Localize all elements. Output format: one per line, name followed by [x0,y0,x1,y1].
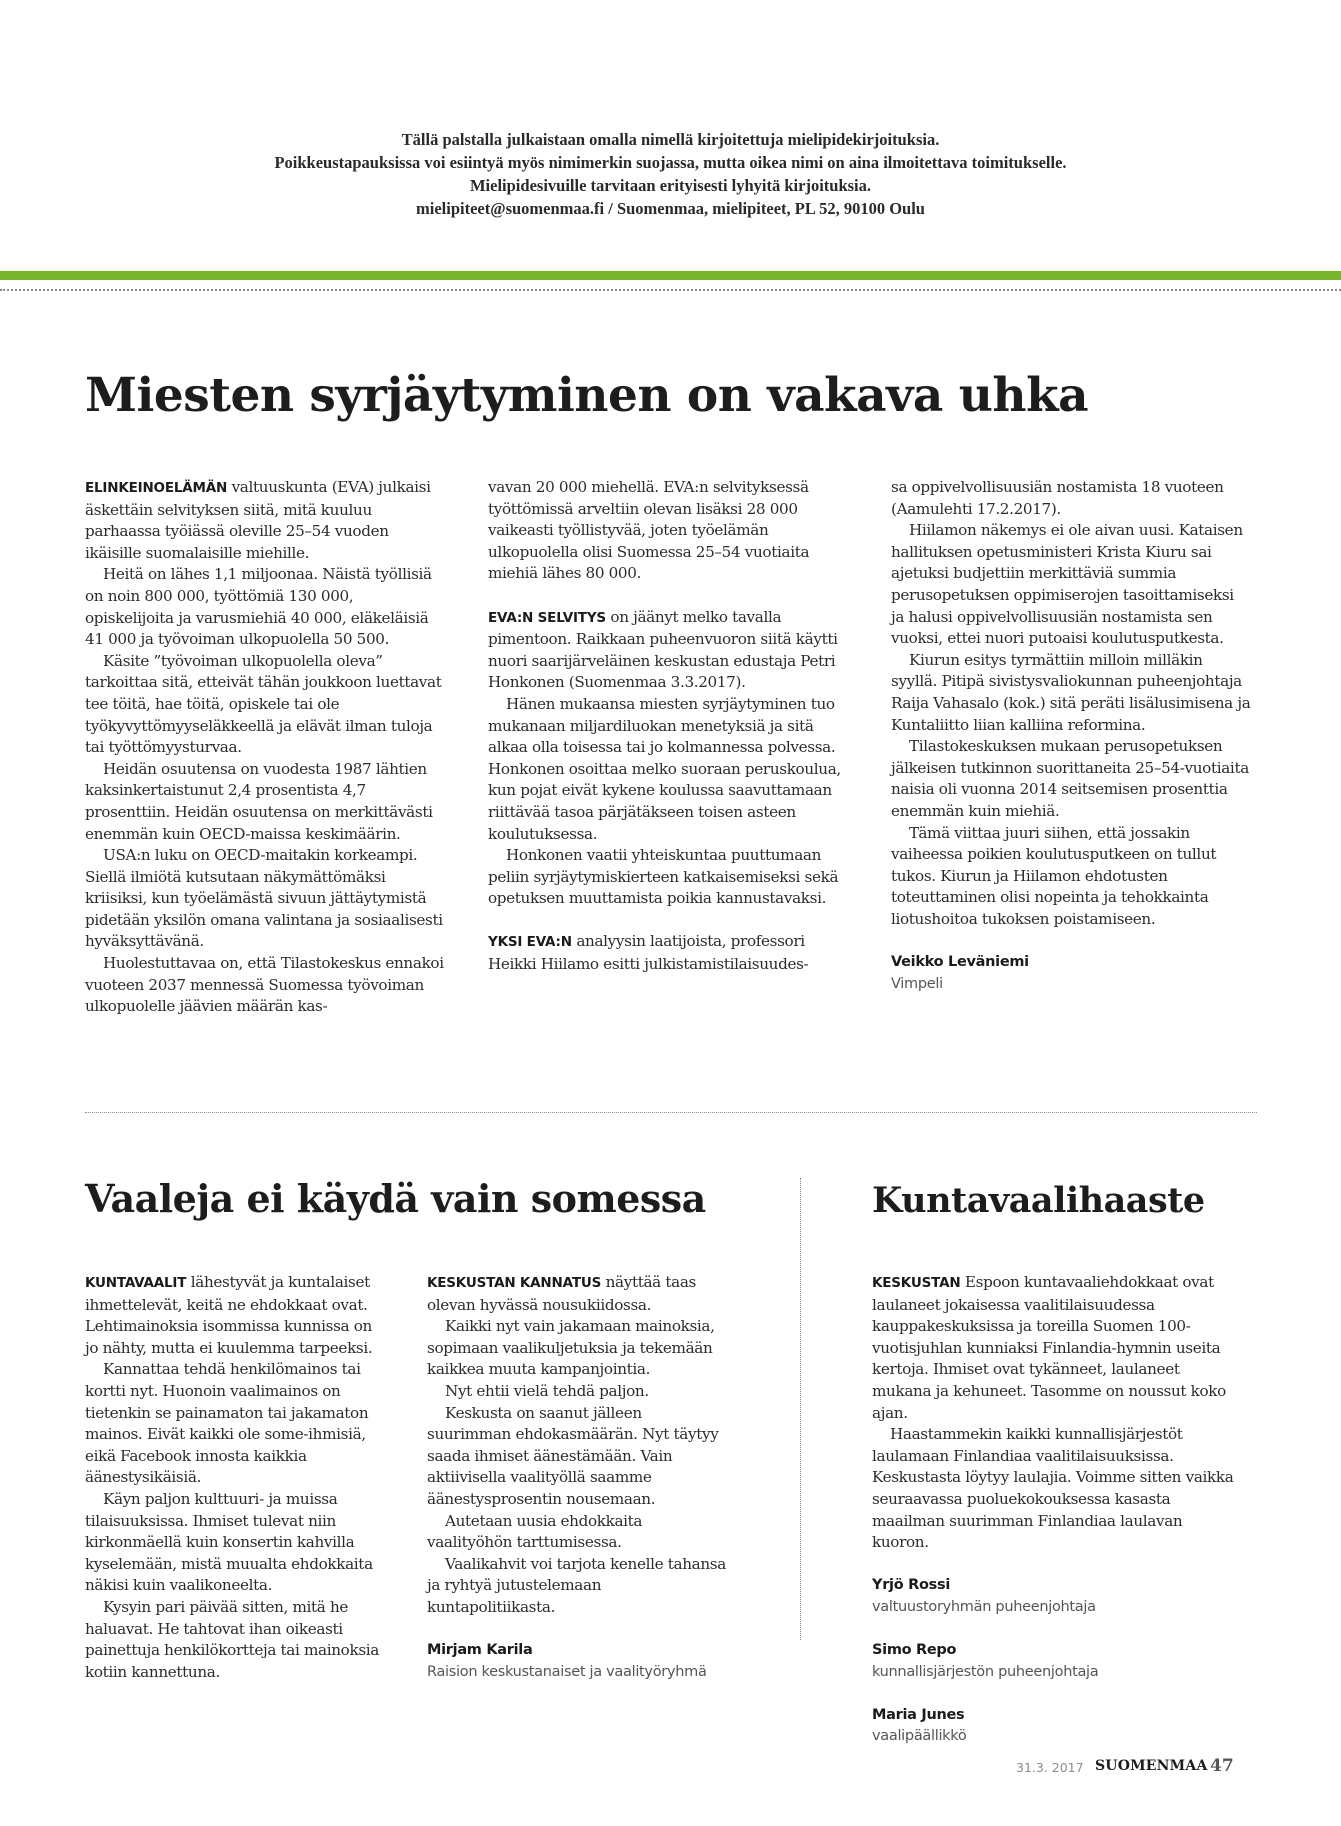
article2-column-2 [427,1272,727,1683]
author-signature [872,1575,1242,1618]
article-title-kuntavaalihaaste: Kuntavaalihaaste [872,1180,1205,1221]
article-title-vaaleja: Vaaleja ei käydä vain somessa [85,1176,706,1221]
paragraph: Huolestuttavaa on, että Tilastokeskus ennakoi vuoteen 2037 mennessä Suomessa työvoiman ulkopuolelle jäävien määrän kas- [85,954,444,1016]
issue-date: 31.3. 2017 [1016,1760,1084,1775]
lead-in: YKSI EVA:N [488,934,572,951]
article1-column-3 [891,477,1251,995]
author-name: Mirjam Karila [427,1642,533,1659]
paragraph: ELINKEINOELÄMÄN valtuuskunta (EVA) julkaisi äskettäin selvityksen siitä, mitä kuuluu parhaassa työiässä oleville 25–54 vuoden ikäisille suomalaisille miehille. [85,478,431,562]
article3-column [872,1272,1242,1748]
paragraph: KUNTAVAALIT lähestyvät ja kuntalaiset ihmettelevät, keitä ne ehdokkaat ovat. Lehtimainoksia isommissa kunnissa on jo nähty, mutta ei kuulemma tarpeeksi. [85,1273,373,1357]
notice-line: Tällä palstalla julkaistaan omalla nimellä kirjoitettuja mielipidekirjoituksia. [401,130,940,149]
author-role: valtuustoryhmän puheenjohtaja [872,1598,1096,1615]
article-title-main: Miesten syrjäytyminen on vakava uhka [85,368,1089,423]
dotted-divider-top [0,289,1341,291]
paragraph: KESKUSTAN KANNATUS näyttää taas olevan hyvässä nousukiidossa. [427,1273,696,1314]
notice-line: Mielipidesivuille tarvitaan erityisesti lyhyitä kirjoituksia. [469,176,872,195]
author-place: Vimpeli [891,975,943,992]
author-role: Raision keskustanaiset ja vaalityöryhmä [427,1663,707,1680]
page-number: 47 [1210,1756,1234,1776]
paragraph: Kaikki nyt vain jakamaan mainoksia, sopimaan vaalikuljetuksia ja tekemään kaikkea muuta kampanjointia. [427,1317,715,1379]
paragraph: Hiilamon näkemys ei ole aivan uusi. Kataisen hallituksen opetusministeri Krista Kiuru sai ajetuksi budjettiin merkittäviä summia perusopetuksen oppimiserojen tasoittamiseksi ja halusi oppivelvollisuusiän nostamista sen vuoksi, ettei nuori putoaisi koulutusputkesta. [891,521,1243,648]
paragraph: Hänen mukaansa miesten syrjäytyminen tuo mukanaan miljardiluokan menetyksiä ja sitä alkaa olla toisessa tai jo kolmannessa polvessa. Honkonen osoittaa melko suoraan peruskoulua, kun pojat eivät kykene koulussa saavuttamaan riittävää tasoa pärjätäkseen toisen asteen koulutuksessa. [488,694,841,843]
paragraph: Autetaan uusia ehdokkaita vaalityöhön tarttumisessa. [427,1511,643,1552]
paragraph: sa oppivelvollisuusiän nostamista 18 vuoteen (Aamulehti 17.2.2017). [891,478,1224,518]
author-signature [427,1640,727,1683]
paragraph: Haastammekin kaikki kunnallisjärjestöt laulamaan Finlandiaa vaalitilaisuuksissa. Keskustasta löytyy laulajia. Voimme sitten vaikka seuraavassa puoluekokouksessa kasasta maailman suurimman Finlandiaa laulavan kuoron. [872,1425,1234,1552]
article1-column-1 [85,477,445,1018]
author-role: vaalipäällikkö [872,1728,967,1745]
lead-in: KESKUSTAN KANNATUS [427,1275,602,1291]
paragraph: Tämä viittaa juuri siihen, että jossakin vaiheessa poikien koulutusputkeen on tullut tukos. Kiurun ja Hiilamon ehdotusten toteuttaminen olisi nopeinta ja tehokkainta liotushoitoa tukoksen poistamiseen. [891,823,1217,928]
lead-in: ELINKEINOELÄMÄN [85,480,228,496]
paragraph: Kannattaa tehdä henkilömainos tai kortti nyt. Huonoin vaalimainos on tietenkin se painamaton tai jakamaton mainos. Eivät kaikki ole some-ihmisiä, eikä Facebook innosta kaikkia äänestysikäisiä. [85,1360,369,1487]
paragraph: Nyt ehtii vielä tehdä paljon. [445,1381,649,1400]
author-name: Yrjö Rossi [872,1577,950,1594]
paragraph: USA:n luku on OECD-maitakin korkeampi. Siellä ilmiötä kutsutaan näkymättömäksi kriisiksi, kun työelämästä sivuun jättäytymistä pidetään yksilön omana valintana ja sosiaalisesti hyväksyttävänä. [85,846,443,951]
lead-in: KUNTAVAALIT [85,1275,187,1291]
paragraph: Vaalikahvit voi tarjota kenelle tahansa ja ryhtyä jutustelemaan kuntapolitiikasta. [427,1554,726,1616]
paragraph: YKSI EVA:N analyysin laatijoista, professori Heikki Hiilamo esitti julkistamistilaisuudes- [488,932,809,974]
paragraph: Heitä on lähes 1,1 miljoonaa. Näistä työllisiä on noin 800 000, työttömiä 130 000, opiskelijoita ja varusmiehiä 40 000, eläkeläisiä 41 000 ja työvoiman ulkopuolella 50 500. [85,565,432,649]
lead-in: KESKUSTAN [872,1275,961,1291]
green-divider [0,271,1341,280]
paragraph: Honkonen vaatii yhteiskuntaa puuttumaan peliin syrjäytymiskierteen katkaisemiseksi sekä opetuksen muuttamista poikia kannustavaksi. [488,846,839,908]
article1-column-2 [488,477,853,976]
submission-notice [0,128,1341,220]
paragraph: Kiurun esitys tyrmättiin milloin milläkin syyllä. Pitipä sivistysvaliokunnan puheenjohtaja Raija Vahasalo (kok.) sitä peräti lisälusimisena ja Kuntaliitto liian kalliina reformina. [891,650,1251,734]
author-signature [872,1640,1242,1683]
publication-name: SUOMENMAA [1095,1758,1208,1774]
paragraph: Heidän osuutensa on vuodesta 1987 lähtien kaksinkertaistunut 2,4 prosentista 4,7 prosenttiin. Heidän osuutensa on merkittävästi enemmän kuin OECD-maissa keskimäärin. [85,759,433,843]
paragraph: Tilastokeskuksen mukaan perusopetuksen jälkeisen tutkinnon suorittaneita 25–54-vuotiaita naisia oli vuonna 2014 seitsemisen prosenttia enemmän kuin miehiä. [891,737,1249,820]
page-footer [1010,1756,1234,1780]
notice-contact-line: mielipiteet@suomenmaa.fi / Suomenmaa, mielipiteet, PL 52, 90100 Oulu [416,199,925,218]
paragraph: EVA:N SELVITYS on jäänyt melko tavalla pimentoon. Raikkaan puheenvuoron siitä käytti nuori saarijärveläinen keskustan edustaja Petri Honkonen (Suomenmaa 3.3.2017). [488,607,838,692]
dotted-divider-middle [85,1112,1257,1113]
paragraph: Keskusta on saanut jälleen suurimman ehdokasmäärän. Nyt täytyy saada ihmiset äänestämään. Vain aktiivisella vaalityöllä saamme äänestysprosentin nousemaan. [427,1403,719,1508]
author-name: Simo Repo [872,1642,957,1659]
paragraph: Käyn paljon kulttuuri- ja muissa tilaisuuksissa. Ihmiset tulevat niin kirkonmäellä kuin konsertin kahvilla kyselemään, mistä muualta ehdokkaita näkisi kuin vaalikoneelta. [85,1489,373,1595]
notice-line: Poikkeustapauksissa voi esiintyä myös nimimerkin suojassa, mutta oikea nimi on aina ilmoitettava toimitukselle. [274,153,1067,172]
author-role: kunnallisjärjestön puheenjohtaja [872,1663,1099,1680]
author-signature [872,1705,1242,1748]
lead-in: EVA:N SELVITYS [488,609,606,626]
author-signature [891,952,1251,995]
author-name: Maria Junes [872,1706,965,1723]
paragraph: Kysyin pari päivää sitten, mitä he haluavat. He tahtovat ihan oikeasti painettuja henkilökortteja tai mainoksia kotiin kannettuna. [85,1597,379,1681]
paragraph: Käsite ”työvoiman ulkopuolella oleva” tarkoittaa sitä, etteivät tähän joukkoon luettavat tee töitä, hae töitä, opiskele tai ole työkyvyttömyyseläkkeellä ja elävät ilman tuloja tai työttömyysturvaa. [85,651,442,757]
dotted-vertical-divider [800,1178,801,1640]
author-name: Veikko Leväniemi [891,954,1029,971]
paragraph: KESKUSTAN Espoon kuntavaaliehdokkaat ovat laulaneet jokaisessa vaalitilaisuudessa kauppakeskuksissa ja toreilla Suomen 100-vuotisjuhlan kunniaksi Finlandia-hymnin useita kertoja. Ihmiset ovat tykänneet, laulaneet mukana ja kehuneet. Tasomme on noussut koko ajan. [872,1273,1226,1422]
article2-column-1 [85,1272,385,1683]
paragraph: vavan 20 000 miehellä. EVA:n selvityksessä työttömissä arveltiin olevan lisäksi 28 000 vaikeasti työllistyvää, joten työelämän ulkopuolella olisi Suomessa 25–54 vuotiaita miehiä lähes 80 000. [488,478,810,583]
